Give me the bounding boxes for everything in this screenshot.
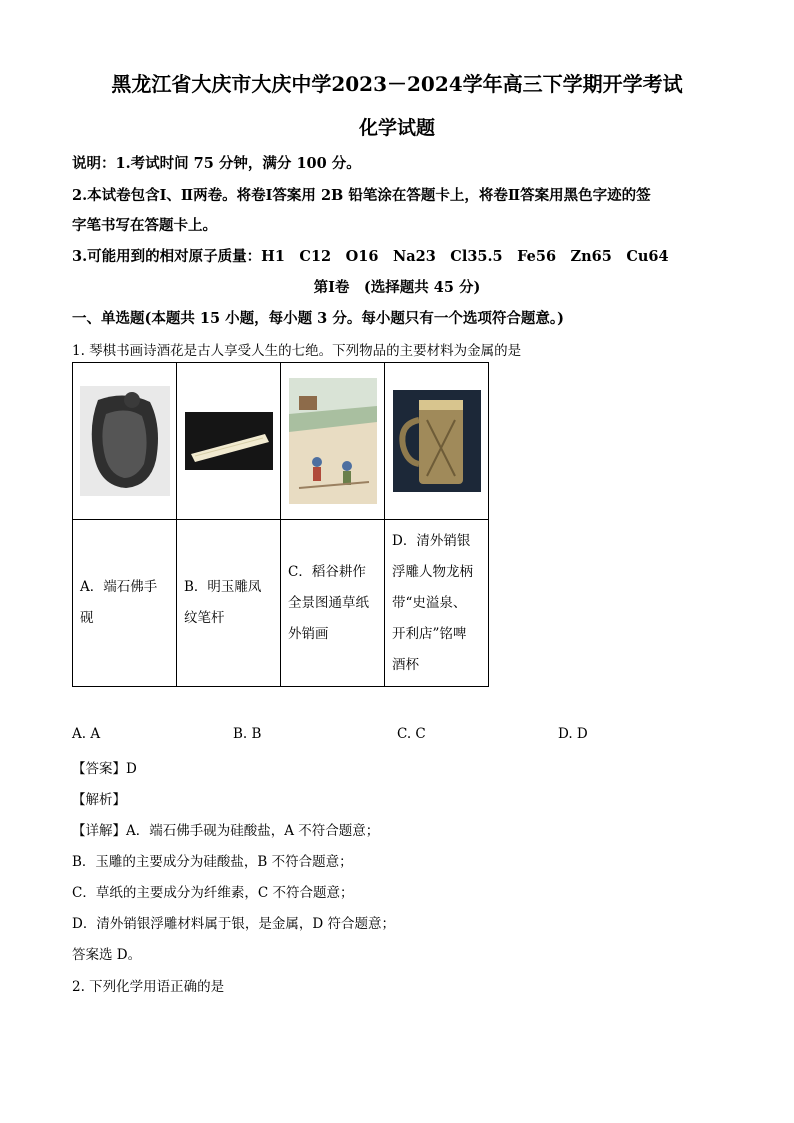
choice-d: D. D: [558, 726, 588, 742]
choice-c: C. C: [397, 726, 426, 742]
instruction-line-2b: 字笔书写在答题卡上。: [72, 217, 217, 234]
option-a-text: A．端石佛手 砚: [73, 520, 177, 687]
question-1-stem: 1. 琴棋书画诗酒花是古人享受人生的七绝。下列物品的主要材料为金属的是: [72, 343, 522, 359]
exam-title: 黑龙江省大庆市大庆中学2023－2024学年高三下学期开学考试: [111, 72, 683, 96]
detail-line-4: D．清外销银浮雕材料属于银，是金属，D 符合题意；: [72, 916, 395, 932]
instruction-line-3: 3.可能用到的相对原子质量：H1 C12 O16 Na23 Cl35.5 Fe56 Zn65 Cu64: [72, 248, 669, 265]
detail-line-3: C．草纸的主要成分为纤维素，C 不符合题意；: [72, 885, 354, 901]
option-c-image-cell: [281, 363, 385, 520]
option-d-text: D．清外销银 浮雕人物龙柄 带“史溢泉、 开利店”铭啤 酒杯: [385, 520, 489, 687]
option-b-image-cell: [177, 363, 281, 520]
detail-line-5: 答案选 D。: [72, 947, 142, 963]
option-c-text: C．稻谷耕作 全景图通草纸 外销画: [281, 520, 385, 687]
question-1-options-table: [72, 362, 489, 687]
volume-heading: 第Ⅰ卷 (选择题共 45 分): [313, 279, 481, 296]
exam-subtitle: 化学试题: [358, 117, 435, 139]
question-2-stem: 2. 下列化学用语正确的是: [72, 979, 225, 995]
silver-beer-mug-image: [393, 390, 481, 492]
detail-line-1: 【详解】A．端石佛手砚为硅酸盐，A 不符合题意；: [72, 823, 380, 839]
instruction-line-1: 说明：1.考试时间 75 分钟，满分 100 分。: [72, 155, 361, 172]
jade-brush-image: [185, 412, 273, 470]
choice-a: A. A: [72, 726, 101, 742]
option-a-image-cell: [73, 363, 177, 520]
analysis-label: 【解析】: [72, 792, 126, 808]
option-b-text: B．明玉雕凤 纹笔杆: [177, 520, 281, 687]
farming-painting-image: [289, 378, 377, 504]
choice-b: B. B: [233, 726, 262, 742]
inkstone-image: [80, 386, 170, 496]
part-heading: 一、单选题(本题共 15 小题，每小题 3 分。每小题只有一个选项符合题意。): [72, 310, 564, 327]
option-d-image-cell: [385, 363, 489, 520]
answer-line: 【答案】D: [72, 761, 137, 777]
instruction-line-2a: 2.本试卷包含Ⅰ、Ⅱ两卷。将卷Ⅰ答案用 2B 铅笔涂在答题卡上，将卷Ⅱ答案用黑色字迹的签: [72, 187, 651, 204]
detail-line-2: B．玉雕的主要成分为硅酸盐，B 不符合题意；: [72, 854, 353, 870]
